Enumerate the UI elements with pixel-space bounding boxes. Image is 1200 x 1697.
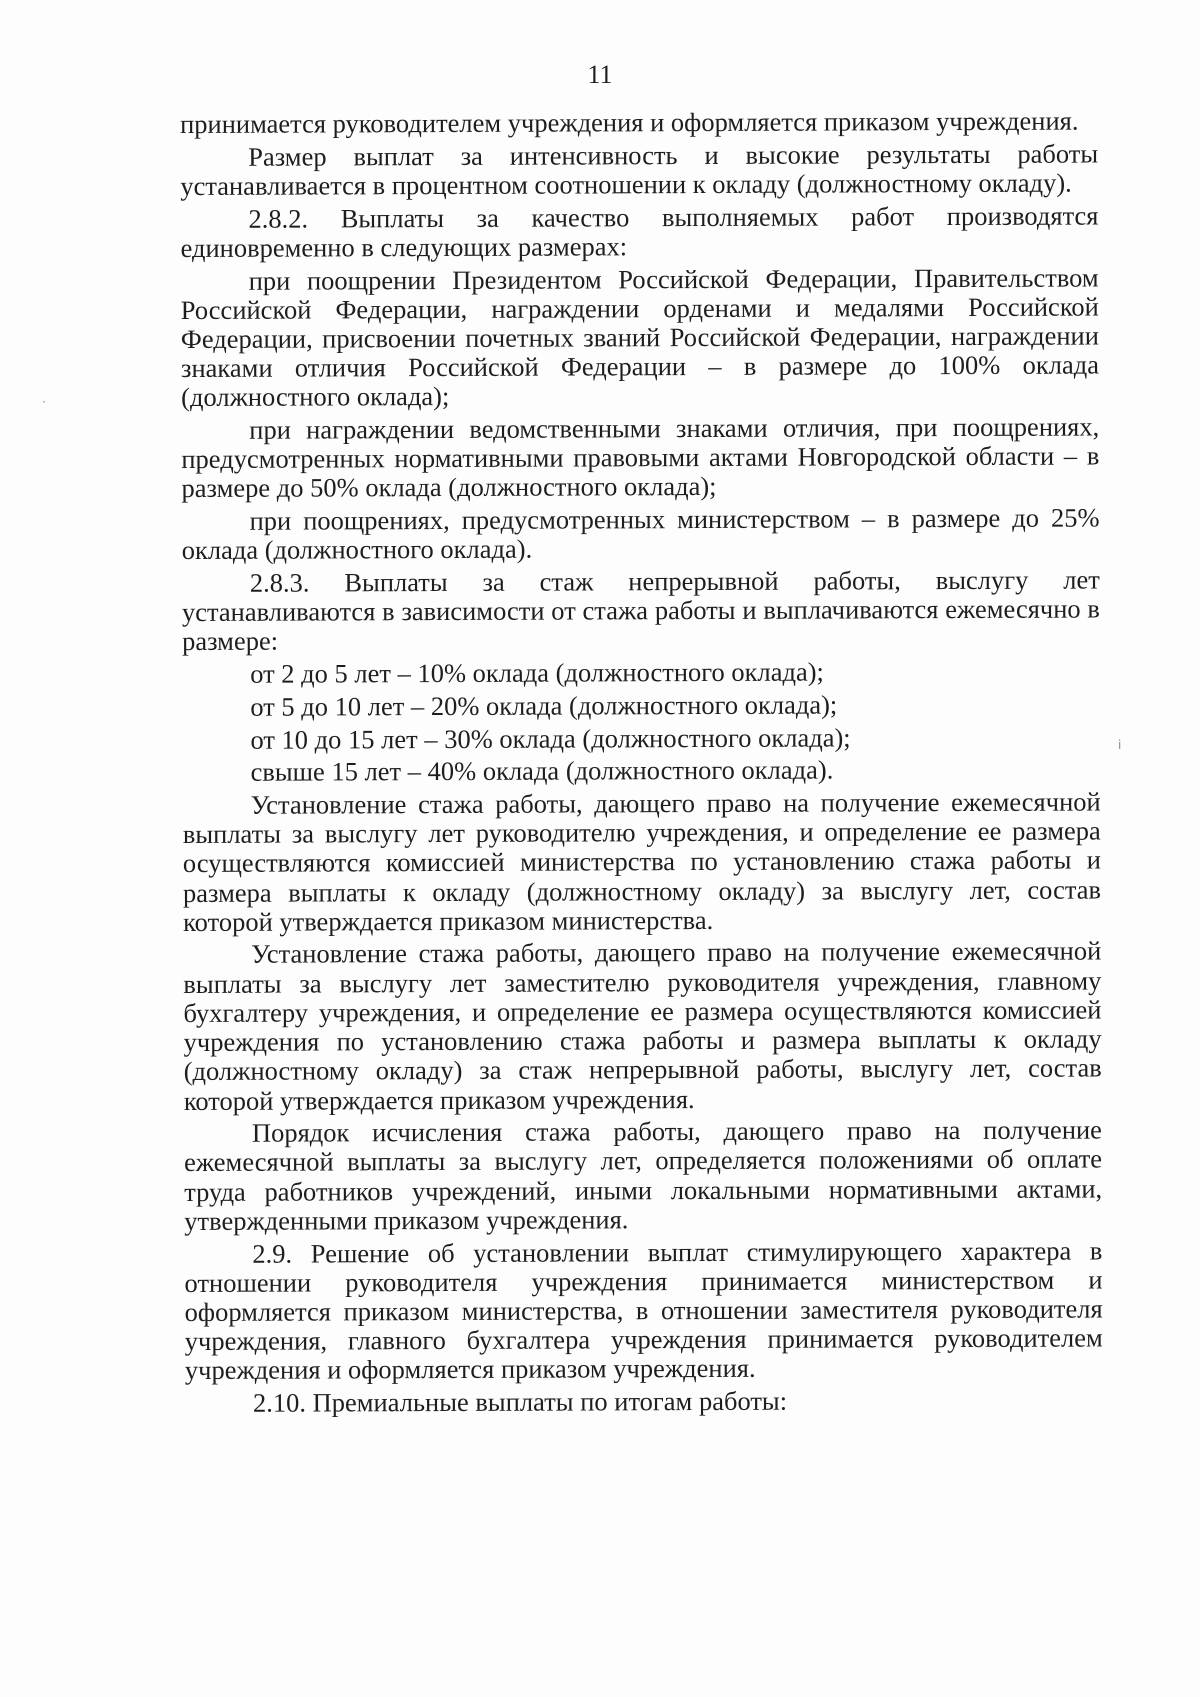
paragraph: Установление стажа работы, дающего право на получение ежемесячной выплаты за выслугу лет руководителю учреждения, и определение ее размера осуществляются комиссией министерства по установлению стажа работы и размера выплаты к окладу (должностному окладу) за выслугу лет, состав которой утверждается приказом министерства. [182, 786, 1102, 937]
list-item: от 2 до 5 лет – 10% оклада (должностного оклада); [250, 656, 824, 689]
paragraph: Размер выплат за интенсивность и высокие результаты работы устанавливается в процентном соотношении к окладу (должностному окладу). [180, 138, 1099, 201]
paragraph: Установление стажа работы, дающего право на получение ежемесячной выплаты за выслугу лет заместителю руководителя учреждения, главному бухгалтеру учреждения, и определение ее размера осуществляются комиссией учреждения по установлению стажа работы и размера выплаты к окладу (должностному окладу) за стаж непрерывной работы, выслугу лет, состав которой утверждается приказом учреждения. [183, 935, 1102, 1116]
list-item: свыше 15 лет – 40% оклада (должностного оклада). [250, 754, 834, 787]
paragraph: при поощрениях, предусмотренных министерством – в размере до 25% оклада (должностного оклада). [181, 502, 1100, 566]
paragraph: 2.8.2. Выплаты за качество выполняемых работ производятся единовременно в следующих размерах: [180, 200, 1099, 263]
paragraph: принимается руководителем учреждения и оформляется приказом учреждения. [179, 105, 1079, 139]
paragraph: 2.8.3. Выплаты за стаж непрерывной работы, выслугу лет устанавливаются в зависимости от стажа работы и выплачиваются ежемесячно в размере: [181, 564, 1100, 657]
list-item: от 5 до 10 лет – 20% оклада (должностного оклада); [250, 689, 838, 722]
page-number: 11 [587, 60, 613, 89]
list-item: от 10 до 15 лет – 30% оклада (должностного оклада); [250, 721, 851, 755]
paragraph: при поощрении Президентом Российской Федерации, Правительством Российской Федерации, награждении орденами и медалями Российской Федерации, присвоении почетных званий Российской Федерации, награждении знаками отличия Российской Федерации – в размере до 100% оклада (должностного оклада); [180, 261, 1100, 413]
paragraph: 2.9. Решение об установлении выплат стимулирующего характера в отношении руководителя учреждения принимается министерством и оформляется приказом министерства, в отношении заместителя руководителя учреждения, главного бухгалтера учреждения принимается руководителем учреждения и оформляется приказом учреждения. [184, 1234, 1103, 1386]
scan-speck: ⅰ [1118, 738, 1122, 752]
scan-speck: · [42, 395, 46, 409]
paragraph: при награждении ведомственными знаками отличия, при поощрениях, предусмотренных нормативными правовыми актами Новгородской области – в размере до 50% оклада (должностного оклада); [181, 411, 1100, 504]
paragraph: Порядок исчисления стажа работы, дающего право на получение ежемесячной выплаты за выслугу лет, определяется положениями об оплате труда работников учреждений, иными локальными нормативными актами, утвержденными приказом учреждения. [183, 1114, 1103, 1236]
paragraph: 2.10. Премиальные выплаты по итогам работы: [252, 1385, 788, 1418]
document-body [180, 106, 1103, 1421]
